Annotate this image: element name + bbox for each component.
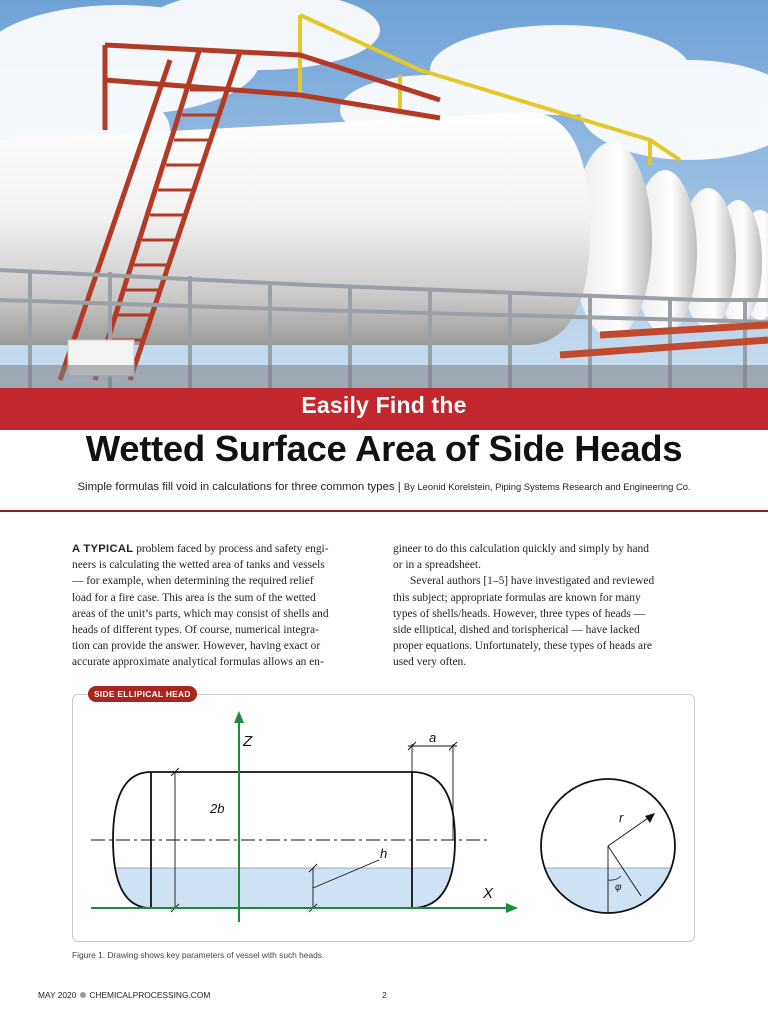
vessel-drawing [73, 700, 694, 940]
article-column-left [72, 541, 372, 671]
issue-date: MAY 2020 [38, 990, 77, 1000]
label-2b: 2b [210, 801, 225, 816]
text-line: used very often. [393, 656, 467, 669]
tank-farm-photo [0, 0, 768, 430]
text-line: gineer to do this calculation quickly and simply by hand [393, 543, 649, 555]
label-r: r [619, 810, 624, 825]
headline: Wetted Surface Area of Side Heads [85, 428, 683, 469]
label-x: X [483, 885, 494, 902]
page-number: 2 [382, 990, 387, 1000]
footer-issue [38, 990, 210, 1000]
intro-paragraph [72, 541, 372, 671]
text-line: side elliptical, dished and torispherical — have lacked [393, 624, 640, 637]
label-phi: φ [615, 882, 622, 893]
text-line: — for example, when determining the required relief [72, 575, 314, 588]
byline: By Leonid Korelstein, Piping Systems Research and Engineering Co. [403, 481, 691, 492]
text-line: types of shells/heads. However, three types of heads — [393, 607, 645, 620]
text-line: heads of different types. Of course, numerical integra- [72, 624, 319, 637]
continued-paragraph [393, 541, 693, 573]
text-line: load for a fire case. This area is the sum of the wetted [72, 591, 316, 604]
text-line: areas of the unit’s parts, which may consist of shells and [72, 607, 329, 620]
text-line: or in a spreadsheet. [393, 559, 481, 572]
text-line: this subject; appropriate formulas are known for many [393, 591, 641, 604]
text-line: Several authors [1–5] have investigated and reviewed [410, 575, 655, 588]
lead-in: A TYPICAL [72, 543, 134, 555]
liquid-fill [103, 868, 463, 913]
text-line: accurate approximate analytical formulas allows an en- [72, 656, 324, 669]
hero-photo [0, 0, 768, 430]
deck [0, 481, 768, 493]
text-line [72, 541, 372, 557]
text-line: tion can provide the answer. However, having exact or [72, 640, 321, 653]
figure-tag: SIDE ELLIPICAL HEAD [88, 686, 197, 702]
bullet-icon [80, 992, 86, 998]
text-line: proper equations. Unfortunately, these types of heads are [393, 640, 652, 653]
second-paragraph [393, 573, 693, 670]
text-line-segment: problem faced by process and safety engi- [133, 543, 329, 555]
deck-separator: | [397, 481, 401, 493]
text-line: neers is calculating the wetted area of tanks and vessels [72, 559, 325, 572]
article-column-right [393, 541, 693, 671]
figure-caption: Figure 1. Drawing shows key parameters of vessel with such heads. [72, 950, 325, 960]
site-link[interactable]: CHEMICALPROCESSING.COM [89, 990, 211, 1000]
title-kicker: Easily Find the [301, 392, 467, 418]
label-a: a [429, 730, 437, 745]
deck-text: Simple formulas fill void in calculations for three common types [77, 481, 395, 493]
label-h: h [380, 846, 388, 861]
header-rule [0, 510, 768, 512]
label-z: Z [243, 733, 253, 750]
